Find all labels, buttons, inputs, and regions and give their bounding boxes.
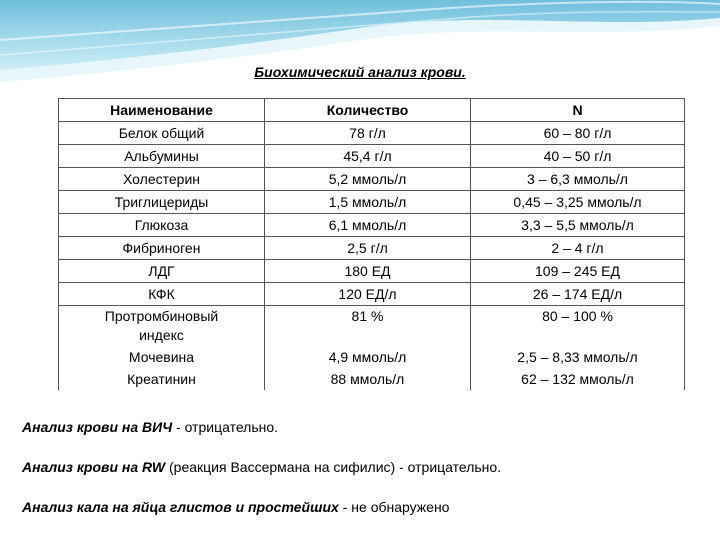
cell-value: 180 ЕД <box>265 260 471 283</box>
notes-section <box>22 418 702 538</box>
norm-urea: 2,5 – 8,33 ммоль/л <box>517 349 638 365</box>
cell-norm: 26 – 174 ЕД/л <box>471 283 685 306</box>
note-hiv-label: Анализ крови на ВИЧ <box>22 419 173 435</box>
cell-norm: 60 – 80 г/л <box>471 122 685 145</box>
note-stool <box>22 498 702 516</box>
value-prothrombin: 81 % <box>351 308 384 324</box>
cell-norm: 3,3 – 5,5 ммоль/л <box>471 214 685 237</box>
table-row <box>59 168 685 191</box>
cell-value: 120 ЕД/л <box>265 283 471 306</box>
note-hiv-text: - отрицательно. <box>172 419 279 435</box>
name-urea: Мочевина <box>128 349 195 365</box>
cell-norm: 40 – 50 г/л <box>471 145 685 168</box>
biochemistry-table <box>58 98 685 390</box>
note-stool-text: - не обнаружено <box>338 499 450 515</box>
value-urea: 4,9 ммоль/л <box>328 349 407 365</box>
table-row-multi <box>59 306 685 391</box>
table-row <box>59 260 685 283</box>
name-prothrombin-2: индекс <box>139 327 184 343</box>
table-row <box>59 122 685 145</box>
table-row <box>59 283 685 306</box>
value-spacer <box>268 327 467 346</box>
table-row <box>59 214 685 237</box>
value-creatinine: 88 ммоль/л <box>330 371 405 387</box>
cell-name: ЛДГ <box>59 260 265 283</box>
cell-name: Альбумины <box>59 145 265 168</box>
cell-values-block <box>265 306 471 391</box>
cell-value: 1,5 ммоль/л <box>265 191 471 214</box>
note-rw-text: (реакция Вассермана на сифилис) - отрицательно. <box>165 459 502 475</box>
cell-value: 6,1 ммоль/л <box>265 214 471 237</box>
table-header-row <box>59 99 685 122</box>
cell-name: Белок общий <box>59 122 265 145</box>
cell-norm: 109 – 245 ЕД <box>471 260 685 283</box>
cell-value: 5,2 ммоль/л <box>265 168 471 191</box>
table-row <box>59 237 685 260</box>
cell-value: 78 г/л <box>265 122 471 145</box>
cell-norms-block <box>471 306 685 391</box>
note-rw-label: Анализ крови на RW <box>22 459 166 475</box>
norm-creatinine: 62 – 132 ммоль/л <box>521 371 634 387</box>
note-stool-label: Анализ кала на яйца глистов и простейших <box>22 499 339 515</box>
decorative-wave-header <box>0 0 720 110</box>
page-title: Биохимический анализ крови. <box>254 64 466 80</box>
cell-name: Глюкоза <box>59 214 265 237</box>
cell-norm: 0,45 – 3,25 ммоль/л <box>471 191 685 214</box>
cell-name: Фибриноген <box>59 237 265 260</box>
header-name: Наименование <box>59 99 265 122</box>
cell-name: Триглицериды <box>59 191 265 214</box>
cell-norm: 2 – 4 г/л <box>471 237 685 260</box>
name-prothrombin-1: Протромбиновый <box>104 308 219 324</box>
header-norm: N <box>471 99 685 122</box>
note-rw <box>22 458 702 476</box>
header-quantity: Количество <box>265 99 471 122</box>
table-row <box>59 145 685 168</box>
cell-names-block <box>59 306 265 391</box>
cell-name: Холестерин <box>59 168 265 191</box>
cell-value: 45,4 г/л <box>265 145 471 168</box>
cell-value: 2,5 г/л <box>265 237 471 260</box>
note-hiv <box>22 418 702 436</box>
cell-norm: 3 – 6,3 ммоль/л <box>471 168 685 191</box>
name-creatinine: Креатинин <box>127 371 196 387</box>
table-row <box>59 191 685 214</box>
norm-spacer <box>474 327 681 346</box>
norm-prothrombin: 80 – 100 % <box>542 308 613 324</box>
cell-name: КФК <box>59 283 265 306</box>
